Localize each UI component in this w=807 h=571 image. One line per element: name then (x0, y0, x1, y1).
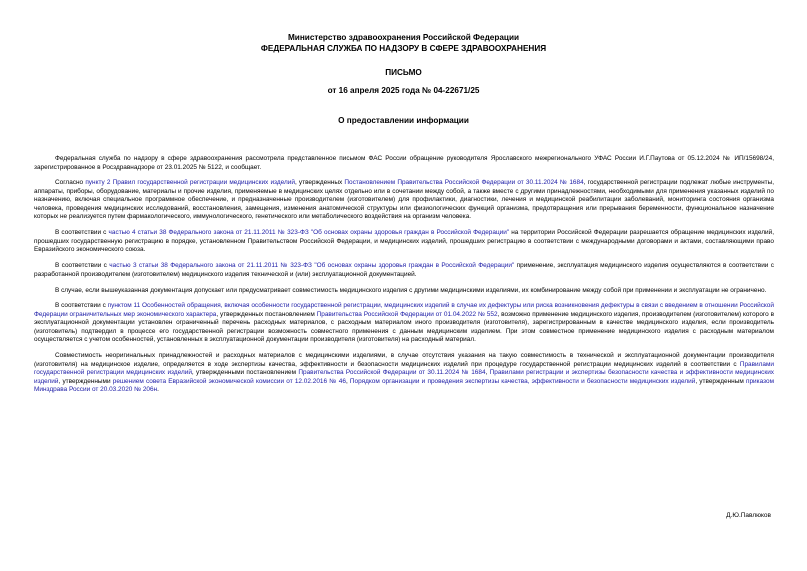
document-subject: О предоставлении информации (338, 116, 469, 125)
paragraph-text: , утвержденными (58, 377, 113, 385)
paragraph-text: , возможно применение медицинского изделия, производителем (изготовителем) которого в эксплуатационной документации установлен ограниченный перечень расходных материалов, с расходным материалом иного производителя (изготовителя), зарегистрированным в качестве медицинского изделия, если производитель (изготовитель) подтвердил в процессе его государственной регистрации возможность совместного применения с данным медицинским изделием. При этом совместное применение медицинского изделия с расходным материалом осуществляется с учетом особенностей, установленных в эксплуатационной документации производителя (изготовителя) на расходный материал. (34, 310, 774, 344)
signature: Д.Ю.Павлюков (726, 512, 771, 519)
link-law-323-article-38-part-4[interactable]: частью 4 статьи 38 Федерального закона от 21.11.2011 № 323-ФЗ "Об основах охраны здоровья граждан в Российской Федерации" (108, 229, 510, 237)
paragraph-4 (34, 262, 774, 279)
link-minzdrav-order-206n[interactable]: приказом Минздрава России от 20.03.2020 № 206н (34, 377, 774, 394)
paragraph-7 (34, 352, 774, 395)
paragraph-text: В случае, если вышеуказанная документация допускает или предусматривает совместимость медицинского изделия с другими медицинскими изделиями, их комбинирование между собой при применении и эксплуатации не ограничено. (55, 286, 767, 294)
paragraph-2 (34, 179, 774, 222)
paragraph-text: Согласно (55, 179, 86, 187)
service-name: ФЕДЕРАЛЬНАЯ СЛУЖБА ПО НАДЗОРУ В СФЕРЕ ЗДРАВООХРАНЕНИЯ (260, 44, 547, 53)
paragraph-6 (34, 302, 774, 345)
paragraph-1 (34, 155, 774, 172)
link-government-decree-1684-b[interactable]: Правительства Российской Федерации от 30.11.2024 № 1684 (298, 369, 486, 377)
link-government-decree-552[interactable]: Правительства Российской Федерации от 01.04.2022 № 552 (316, 310, 498, 318)
link-expertise-procedure[interactable]: Порядком организации и проведения экспертизы качества, эффективности и безопасности медицинских изделий (349, 377, 696, 385)
paragraph-text: , утвержденными постановлением (191, 369, 299, 377)
paragraph-text: применение, эксплуатация медицинского изделия осуществляются в соответствии с разработанной производителем (изготовителем) медицинского изделия технической и (или) эксплуатационной документацией. (34, 262, 774, 278)
document-type: ПИСЬМО (385, 68, 422, 77)
paragraph-text: Совместимость неоригинальных принадлежностей и расходных материалов с медицинскими изделиями, в случае отсутствия указания на такую совместимость в технической и эксплуатационной документации производителя (изготовителя) на медицинское изделие, определяется в ходе экспертизы качества, эффективности и безопасности медицинских изделий при процедуре государственной регистрации медицинских изделий в соответствии с (34, 352, 774, 368)
link-registration-rules[interactable]: Правилами государственной регистрации медицинских изделий (34, 360, 774, 377)
paragraph-text: В соответствии с (55, 302, 108, 310)
paragraph-text: В соответствии с (55, 229, 109, 237)
paragraph-text: , утвержденным (695, 377, 746, 385)
link-law-323-article-38-part-3[interactable]: частью 3 статьи 38 Федерального закона от 21.11.2011 № 323-ФЗ "Об основах охраны здоровья граждан в Российской Федерации" (109, 262, 515, 270)
paragraph-text: , (345, 377, 350, 385)
paragraph-text: на территории Российской Федерации разрешается обращение медицинских изделий, прошедших государственную регистрацию в порядке, установленном Правительством Российской Федерации, и медицинских изделий, прошедших регистрацию в соответствии с международными договорами и актами, составляющими право Евразийского экономического союза. (34, 229, 774, 254)
ministry-name: Министерство здравоохранения Российской Федерации (287, 33, 520, 42)
paragraph-text: , утвержденных (294, 179, 345, 187)
paragraph-text: , (485, 369, 490, 377)
paragraph-text: . (157, 386, 159, 394)
link-eaeu-registration-rules[interactable]: Правилами регистрации и экспертизы безопасности качества и эффективности медицинских изделий (34, 369, 775, 385)
link-eec-decision-46[interactable]: решением совета Евразийской экономической комиссии от 12.02.2016 № 46 (112, 377, 346, 385)
link-registration-rules-p2[interactable]: пункту 2 Правил государственной регистрации медицинских изделий (85, 179, 295, 187)
paragraph-text: , государственной регистрации подлежат любые инструменты, аппараты, приборы, оборудование, материалы и прочие изделия, применяемые в медицинских целях отдельно или в сочетании между собой, а также вместе с другими принадлежностями, необходимыми для применения указанных изделий по назначению, включая специальное программное обеспечение, и предназначенные производителем (изготовителем) для профилактики, диагностики, лечения и медицинской реабилитации заболеваний, мониторинга состояния организма человека, проведения медицинских исследований, восстановления, замещения, изменения анатомической структуры или физиологических функций организма, предотвращения или прерывания беременности, функциональное назначение которых не реализуется путем фармакологического, иммунологического, генетического или метаболического воздействия на организм человека. (34, 179, 774, 221)
document-date-number: от 16 апреля 2025 года № 04-22671/25 (327, 86, 480, 95)
link-circulation-features-p11[interactable]: пунктом 11 Особенностей обращения, включая особенности государственной регистрации, медицинских изделий в случае их дефектуры или риска возникновения дефектуры в связи с введением в отношении Российской Федерации ограничительных мер экономического характера (34, 302, 774, 318)
paragraph-text: Федеральная служба по надзору в сфере здравоохранения рассмотрела представленное письмом ФАС России обращение руководителя Ярославского межрегионального УФАС России И.Г.Паутова от 05.12.2024 № ИП/15698/24, зарегистрированное в Росздравнадзоре от 23.01.2025 № 5122, и сообщает. (34, 155, 774, 171)
paragraph-5 (34, 287, 774, 296)
link-government-decree-1684[interactable]: Постановлением Правительства Российской Федерации от 30.11.2024 № 1684 (344, 179, 584, 187)
paragraph-text: , утвержденных постановлением (216, 310, 317, 318)
letter-body (34, 155, 774, 402)
paragraph-3 (34, 229, 774, 255)
paragraph-text: В соответствии с (55, 262, 110, 270)
